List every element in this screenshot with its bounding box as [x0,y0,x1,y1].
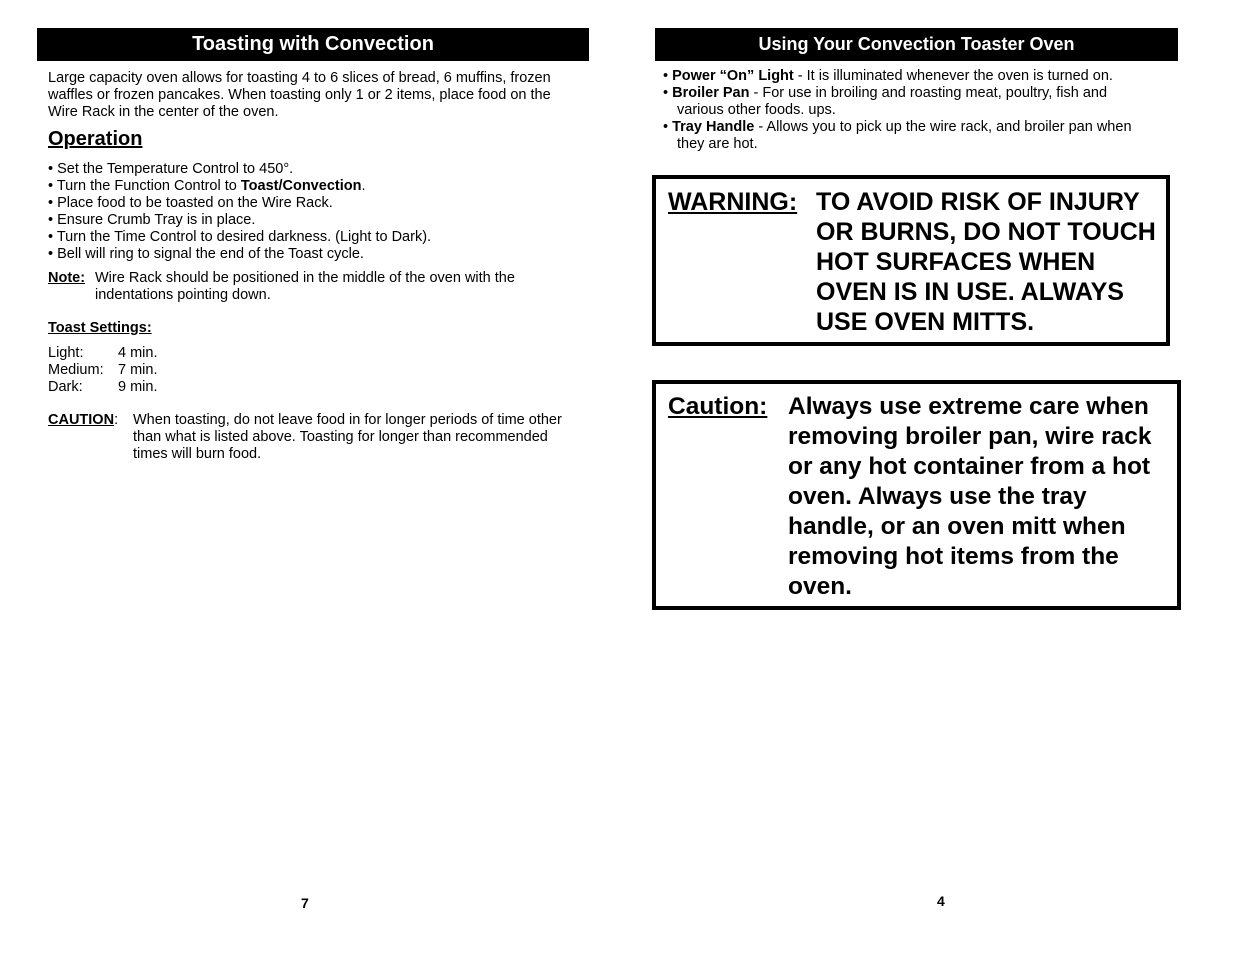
caution-label: CAUTION [48,412,115,428]
operation-heading: Operation [48,128,143,150]
operation-list [48,161,578,263]
table-row [48,345,158,362]
setting-label: Medium: [48,362,104,378]
note-label: Note: [48,270,86,286]
setting-time: 9 min. [118,379,158,395]
note-text: Wire Rack should be positioned in the middle of the oven with the [95,270,515,286]
parts-list [663,68,1178,153]
table-row [48,362,158,379]
toast-settings-heading: Toast Settings: [48,320,152,336]
list-item: • Bell will ring to signal the end of the Toast cycle. [48,246,364,262]
intro-paragraph: Large capacity oven allows for toasting 4 to 6 slices of bread, 6 muffins, frozen waffles or frozen pancakes. When toasting only 1 or 2 items, place food on the Wire Rack in the center of the oven. [48,70,551,120]
list-item-continuation: various other foods. ups. [677,102,836,118]
setting-label: Light: [48,345,84,361]
toast-settings-table [48,345,158,396]
note [48,270,568,304]
setting-time: 4 min. [118,345,158,361]
list-item: • Place food to be toasted on the Wire Rack. [48,195,333,211]
caution-box [652,380,1181,610]
caution-text: Always use extreme care when removing broiler pan, wire rack or any hot container from a hot oven. Always use the tray handle, or an oven mitt when removing hot items from the oven. [788,393,1152,600]
page-number: 4 [937,893,945,909]
list-item: • Turn the Time Control to desired darkness. (Light to Dark). [48,229,432,245]
setting-time: 7 min. [118,362,158,378]
note-text: indentations pointing down. [95,287,271,303]
page-number: 7 [301,895,309,911]
list-item: • Ensure Crumb Tray is in place. [48,212,256,228]
caution-label: Caution: [668,393,768,420]
page-title: Using Your Convection Toaster Oven [655,28,1178,61]
warning-label: WARNING: [668,188,798,216]
list-item-continuation: they are hot. [677,136,758,152]
setting-label: Dark: [48,379,83,395]
page-title: Toasting with Convection [37,28,589,61]
warning-text: TO AVOID RISK OF INJURY OR BURNS, DO NOT TOUCH HOT SURFACES WHEN OVEN IS IN USE. ALWAYS USE OVEN MITTS. [816,188,1156,336]
list-item: • Tray Handle - Allows you to pick up the wire rack, and broiler pan when [663,119,1132,135]
table-row [48,379,158,396]
list-item: • Set the Temperature Control to 450°. [48,161,294,177]
list-item: • Power “On” Light - It is illuminated whenever the oven is turned on. [663,68,1113,84]
warning-box [652,175,1170,346]
list-item: • Broiler Pan - For use in broiling and roasting meat, poultry, fish and [663,85,1108,101]
caution-note: CAUTION: When toasting, do not leave food in for longer periods of time other than what is listed above. Toasting for longer than recommended times will burn food. [48,412,568,463]
caution-text: When toasting, do not leave food in for longer periods of time other than what is listed above. Toasting for longer than recommended times will burn food. [133,412,562,462]
list-item: • Turn the Function Control to Toast/Convection. [48,178,366,194]
